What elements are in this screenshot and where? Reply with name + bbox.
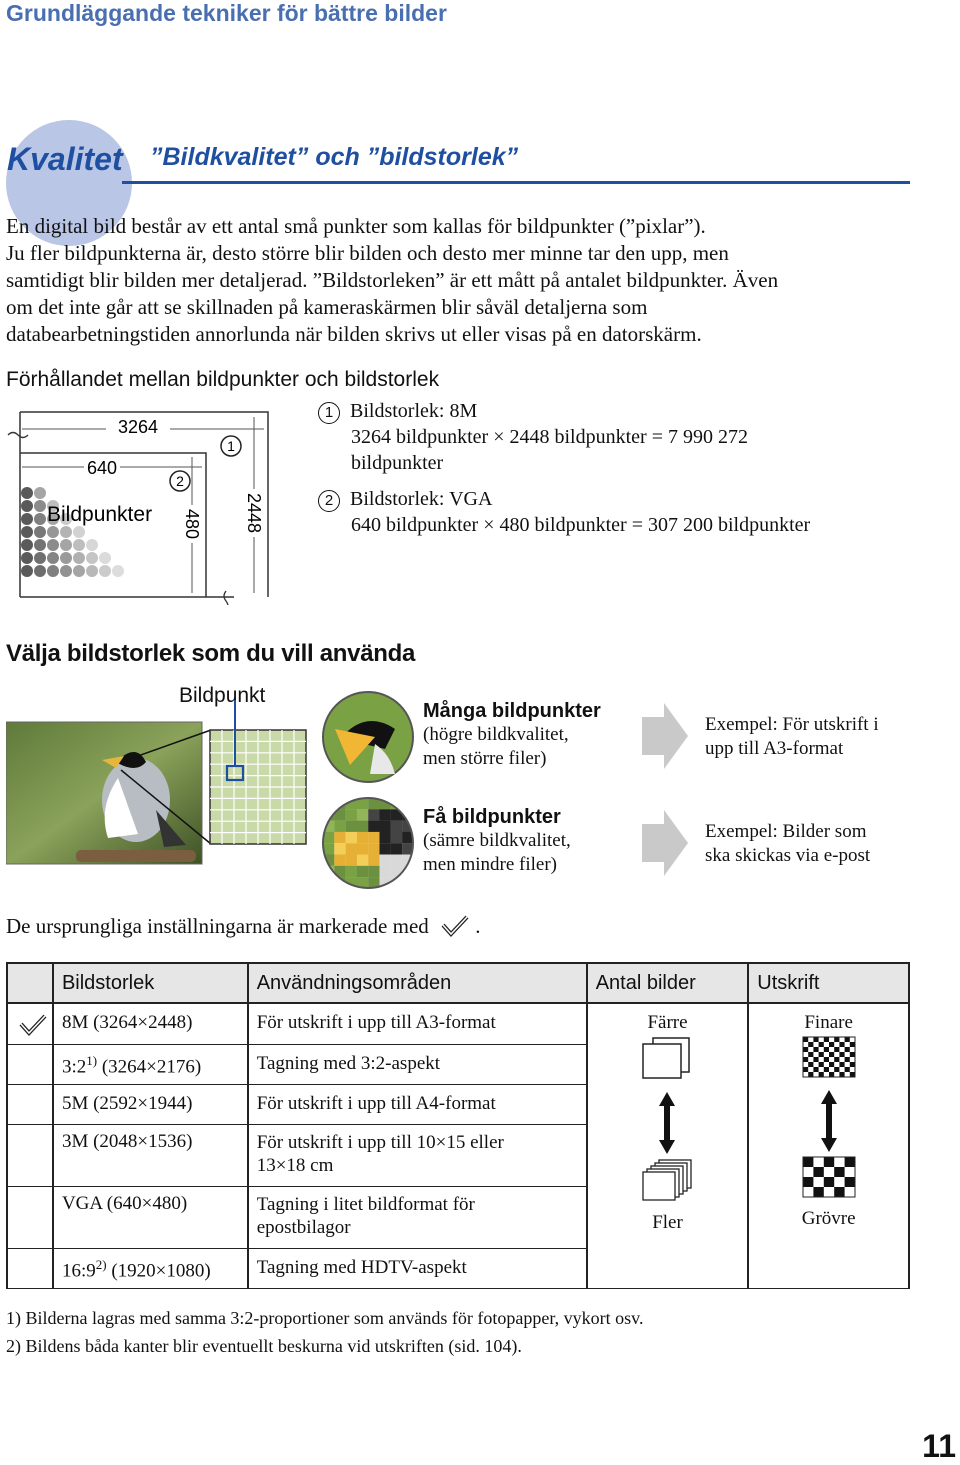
size-text: (3264×2176) xyxy=(97,1055,202,1077)
footnote-ref: 1) xyxy=(86,1052,98,1068)
few-pixels-block xyxy=(423,806,571,877)
size-cell xyxy=(53,1044,248,1084)
diagram-marker-1: 1 xyxy=(227,438,235,454)
low-res-bird-icon xyxy=(320,795,416,891)
size-cell xyxy=(53,1248,248,1288)
usage-cell: För utskrift i upp till A3-format xyxy=(248,1003,587,1044)
pixel-size-diagram xyxy=(6,405,278,605)
size-text: (1920×1080) xyxy=(106,1259,211,1281)
intro-paragraph xyxy=(6,213,906,348)
example-line: Exempel: Bilder som xyxy=(705,821,867,842)
default-note-text: De ursprungliga inställningarna är markerade med xyxy=(6,914,429,938)
many-pixels-example xyxy=(705,713,879,761)
usage-line: Tagning i litet bildformat för xyxy=(256,1193,475,1215)
intro-line: Ju fler bildpunkterna är, desto större blir bilden och desto mer minne tar den upp, men xyxy=(6,241,729,265)
legend-marker-2: 2 xyxy=(318,490,340,512)
default-checkmark-icon xyxy=(440,915,470,937)
many-images-icon xyxy=(637,1158,697,1202)
default-note xyxy=(6,914,481,939)
usage-cell: Tagning med 3:2-aspekt xyxy=(248,1044,587,1084)
coarse-checker-icon xyxy=(802,1156,856,1198)
arrow-right-icon xyxy=(642,810,688,876)
empty-cell xyxy=(7,1084,53,1124)
width-large-label: 3264 xyxy=(117,417,159,437)
usage-cell: Tagning med HDTV-aspekt xyxy=(248,1248,587,1288)
header-cell: Antal bilder xyxy=(587,963,749,1003)
height-large-label: 2448 xyxy=(244,492,264,534)
intro-line: samtidigt blir bilden mer detaljerad. ”Bildstorleken” är ett mått på antalet bildpunkter. Även xyxy=(6,268,779,292)
usage-cell xyxy=(248,1186,587,1248)
default-check-cell xyxy=(7,1003,53,1044)
page-number: 11 xyxy=(922,1428,956,1464)
print-scale-cell xyxy=(748,1003,909,1288)
section-rule xyxy=(122,181,910,184)
header-cell: Bildstorlek xyxy=(53,963,248,1003)
pixels-label: Bildpunkter xyxy=(47,503,153,526)
empty-cell xyxy=(7,1124,53,1186)
few-pixels-line1: (sämre bildkvalitet, xyxy=(423,830,571,851)
width-small-label: 640 xyxy=(86,458,118,478)
fine-checker-icon xyxy=(802,1036,856,1078)
example-line: upp till A3-format xyxy=(705,738,844,759)
intro-line: databearbetningstiden annorlunda när bilden skrivs ut eller visas på en datorskärm. xyxy=(6,322,702,346)
section-subtitle: ”Bildkvalitet” och ”bildstorlek” xyxy=(150,143,519,171)
legend-item1-title: Bildstorlek: 8M xyxy=(350,400,478,422)
example-line: Exempel: För utskrift i xyxy=(705,714,879,735)
image-size-table xyxy=(6,962,910,1289)
print-top-label: Finare xyxy=(804,1012,853,1033)
few-pixels-title: Få bildpunkter xyxy=(423,806,561,828)
size-cell: 5M (2592×1944) xyxy=(53,1084,248,1124)
footnote-1: 1) Bilderna lagras med samma 3:2-proportioner som används för fotopapper, vykort osv. xyxy=(6,1308,644,1328)
size-cell: 3M (2048×1536) xyxy=(53,1124,248,1186)
section-word: Kvalitet xyxy=(7,141,123,177)
default-note-end: . xyxy=(475,914,481,938)
header-cell: Utskrift xyxy=(748,963,909,1003)
double-arrow-icon xyxy=(657,1092,677,1154)
many-pixels-line1: (högre bildkvalitet, xyxy=(423,724,569,745)
high-res-bird-icon xyxy=(320,689,416,785)
many-pixels-title: Många bildpunkter xyxy=(423,700,601,722)
few-pixels-line2: men mindre filer) xyxy=(423,854,558,875)
header-cell-empty xyxy=(7,963,53,1003)
height-small-label: 480 xyxy=(182,508,202,540)
table-header-row xyxy=(7,963,909,1003)
table-row xyxy=(7,1003,909,1044)
legend-item2-title: Bildstorlek: VGA xyxy=(350,488,493,510)
legend-marker-1: 1 xyxy=(318,402,340,424)
empty-cell xyxy=(7,1044,53,1084)
count-bottom-label: Fler xyxy=(652,1212,683,1233)
print-bottom-label: Grövre xyxy=(801,1208,856,1229)
usage-cell: För utskrift i upp till A4-format xyxy=(248,1084,587,1124)
size-cell: VGA (640×480) xyxy=(53,1186,248,1248)
legend-item1-line2: bildpunkter xyxy=(351,452,444,474)
size-cell: 8M (3264×2448) xyxy=(53,1003,248,1044)
few-pixels-example xyxy=(705,820,870,868)
relation-legend xyxy=(318,398,810,538)
empty-cell xyxy=(7,1186,53,1248)
choose-title: Välja bildstorlek som du vill använda xyxy=(6,640,416,667)
legend-item1-line1: 3264 bildpunkter × 2448 bildpunkter = 7 990 272 xyxy=(351,426,748,448)
count-scale-cell xyxy=(587,1003,749,1288)
size-text: 16:9 xyxy=(61,1259,96,1281)
empty-cell xyxy=(7,1248,53,1288)
arrow-right-icon xyxy=(642,703,688,769)
pixel-grid-zoom xyxy=(210,730,306,844)
many-pixels-line2: men större filer) xyxy=(423,748,547,769)
default-checkmark-icon xyxy=(18,1014,48,1036)
header-cell: Användningsområden xyxy=(248,963,587,1003)
legend-item2-line1: 640 bildpunkter × 480 bildpunkter = 307 200 bildpunkter xyxy=(351,514,811,536)
footnote-2: 2) Bildens båda kanter blir eventuellt beskurna vid utskriften (sid. 104). xyxy=(6,1336,522,1356)
diagram-marker-2: 2 xyxy=(176,473,184,489)
bird-photo-illustration xyxy=(6,700,316,870)
usage-cell xyxy=(248,1124,587,1186)
double-arrow-icon xyxy=(819,1090,839,1152)
usage-line: epostbilagor xyxy=(256,1216,351,1238)
running-header: Grundläggande tekniker för bättre bilder xyxy=(6,0,447,26)
pixel-dots xyxy=(21,487,124,577)
count-top-label: Färre xyxy=(647,1012,688,1033)
example-line: ska skickas via e-post xyxy=(705,845,871,866)
pixel-callout-label: Bildpunkt xyxy=(179,684,266,707)
usage-line: För utskrift i upp till 10×15 eller xyxy=(256,1131,504,1153)
intro-line: En digital bild består av ett antal små punkter som kallas för bildpunkter (”pixlar”). xyxy=(6,214,706,238)
usage-line: 13×18 cm xyxy=(256,1154,334,1176)
many-pixels-block xyxy=(423,700,601,771)
relation-title: Förhållandet mellan bildpunkter och bildstorlek xyxy=(6,368,440,391)
size-text: 3:2 xyxy=(61,1055,87,1077)
few-images-icon xyxy=(637,1036,697,1080)
intro-line: om det inte går att se skillnaden på kameraskärmen blir såväl detaljerna som xyxy=(6,295,648,319)
footnote-ref: 2) xyxy=(95,1256,107,1272)
